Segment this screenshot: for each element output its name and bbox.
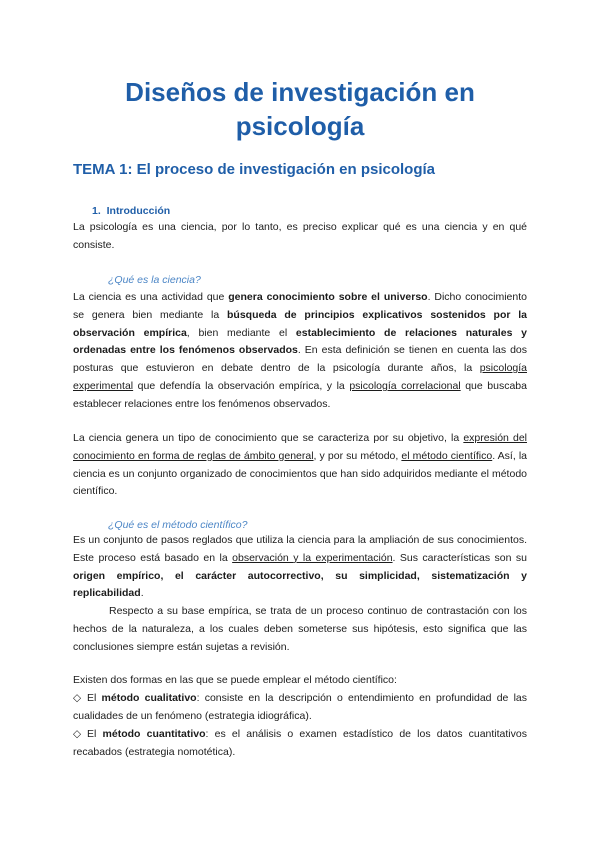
question-ciencia: ¿Qué es la ciencia? [108,274,201,286]
document-title [0,75,600,143]
diamond-bullet-icon: ◇ [73,728,82,740]
metodo-paragraph-1: Es un conjunto de pasos reglados que utiliza la ciencia para la ampliación de sus conocimientos. Este proceso está basado en la observación y la experimentación. Sus características son su origen empírico, el carácter autocorrectivo, su simplicidad, sistematización y replicabilidad. [73,534,528,600]
ciencia-paragraph-2: La ciencia genera un tipo de conocimiento que se caracteriza por su objetivo, la expresión del conocimiento en forma de reglas de ámbito general, y por su método, el método científico. Así, la ciencia es un conjunto organizado de conocimientos que han sido adquiridos mediante el método científico. [73,432,528,498]
title-line-1: Diseños de investigación en [125,77,475,107]
bullet-cuantitativo: ◇ El método cuantitativo: es el análisis o examen estadístico de los datos cuantitativos recabados (estrategia nomotética). [73,728,527,758]
metodo-paragraph-3: Existen dos formas en las que se puede emplear el método científico: [73,674,397,686]
tema-heading: TEMA 1: El proceso de investigación en psicología [73,161,436,178]
section-title: Introducción [106,205,171,217]
question-metodo: ¿Qué es el método científico? [108,519,248,531]
bullet-cualitativo: ◇ El método cualitativo: consiste en la descripción o entendimiento en profundidad de las cualidades de un fenómeno (estrategia idiográfica). [73,692,527,722]
section-heading-introduccion [92,203,170,219]
metodo-paragraph-2: Respecto a su base empírica, se trata de un proceso continuo de contrastación con los hechos de la naturaleza, a los cuales deben someterse sus hipótesis, esto significa que las conclusiones siempre están sujetas a revisión. [73,605,527,653]
ciencia-paragraph-1: La ciencia es una actividad que genera conocimiento sobre el universo. Dicho conocimiento se genera bien mediante la búsqueda de principios explicativos sostenidos por la observación empírica, bien mediante el establecimiento de relaciones naturales y ordenadas entre los fenómenos observados. En esta definición se tienen en cuenta las dos posturas que estuvieron en debate dentro de la psicología durante años, la psicología experimental que defendía la observación empírica, y la psicología correlacional que buscaba establecer relaciones entre los fenómenos observados. [73,291,528,410]
intro-paragraph: La psicología es una ciencia, por lo tanto, es preciso explicar qué es una ciencia y en qué consiste. [73,221,527,251]
section-number: 1. [92,205,101,217]
diamond-bullet-icon: ◇ [73,692,82,704]
title-line-2: psicología [235,111,365,141]
